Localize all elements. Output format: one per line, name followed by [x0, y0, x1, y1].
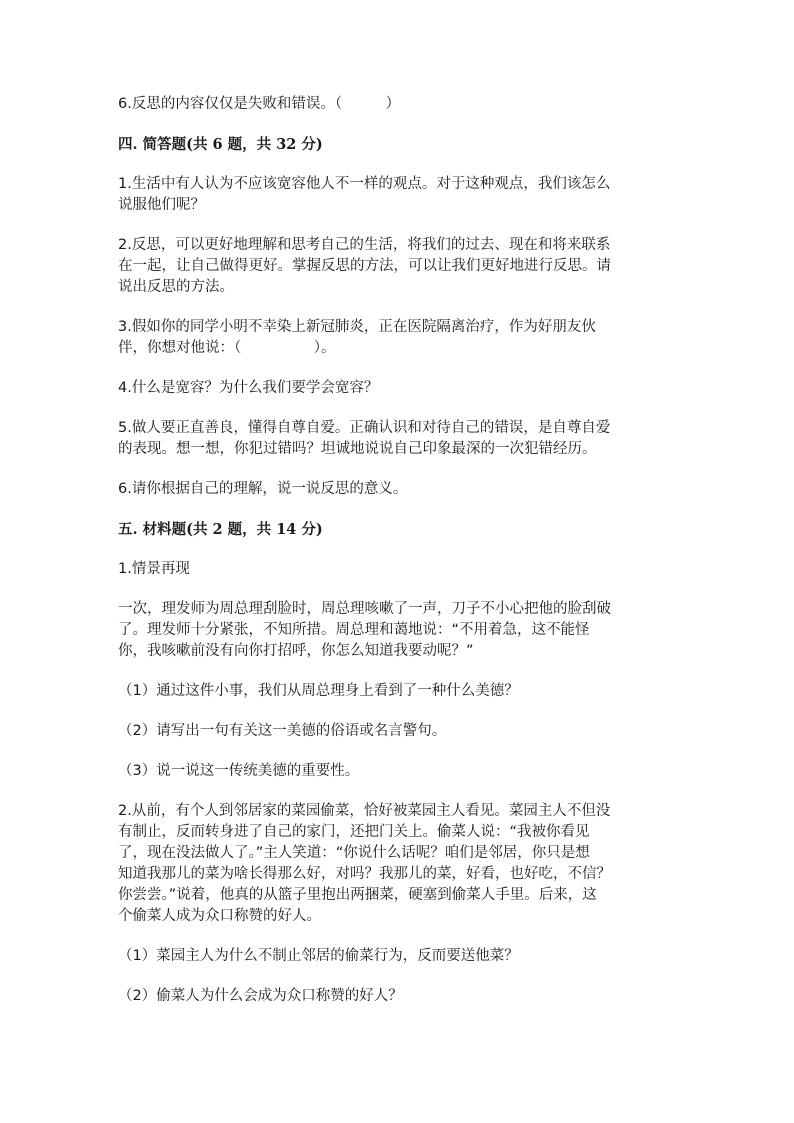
question-line: 的表现。想一想，你犯过错吗？坦诚地说说自己印象最深的一次犯错经历。 [118, 441, 597, 457]
material-2-question-1: （1）菜园主人为什么不制止邻居的偷菜行为，反而要送他菜？ [118, 948, 519, 964]
section-4-question-2 [118, 235, 678, 298]
section-4-heading: 四. 简答题(共 6 题，共 32 分) [118, 136, 323, 153]
question-line: 3.假如你的同学小明不幸染上新冠肺炎，正在医院隔离治疗，作为好朋友伙 [118, 319, 596, 335]
material-2-text [118, 801, 678, 927]
section-4-question-3 [118, 317, 678, 359]
question-6-truefalse: 6.反思的内容仅仅是失败和错误。（ ） [118, 96, 401, 112]
material-1-question-1: （1）通过这件小事，我们从周总理身上看到了一种什么美德？ [118, 683, 519, 699]
question-line: 在一起，让自己做得更好。掌握反思的方法，可以让我们更好地进行反思。请 [118, 258, 611, 274]
question-line: 4.什么是宽容？为什么我们要学会宽容？ [118, 380, 379, 396]
material-line: 了。理发师十分紧张，不知所措。周总理和蔼地说：“不用着急，这不能怪 [118, 622, 590, 638]
material-line: 你，我咳嗽前没有向你打招呼，你怎么知道我要动呢？” [118, 643, 474, 659]
section-4-question-5 [118, 418, 678, 460]
question-line: 5.做人要正直善良，懂得自尊自爱。正确认识和对待自己的错误，是自尊自爱 [118, 420, 611, 436]
material-line: 个偷菜人成为众口称赞的好人。 [118, 908, 321, 924]
material-line: 有制止，反而转身进了自己的家门，还把门关上。偷菜人说：“我被你看见 [118, 824, 590, 840]
question-line: 6.请你根据自己的理解，说一说反思的意义。 [118, 481, 408, 497]
section-5-heading: 五. 材料题(共 2 题，共 14 分) [118, 521, 323, 538]
document-page [118, 94, 678, 1007]
material-1-question-3: （3）说一说这一传统美德的重要性。 [118, 763, 360, 779]
material-line: 一次，理发师为周总理刮脸时，周总理咳嗽了一声，刀子不小心把他的脸刮破 [118, 601, 611, 617]
question-line: 说服他们呢？ [118, 197, 205, 213]
question-line: 2.反思，可以更好地理解和思考自己的生活，将我们的过去、现在和将来联系 [118, 237, 611, 253]
question-line: 说出反思的方法。 [118, 279, 234, 295]
question-line: 1.生活中有人认为不应该宽容他人不一样的观点。对于这种观点，我们该怎么 [118, 176, 611, 192]
question-line: 伴，你想对他说：（ ）。 [118, 340, 336, 356]
section-4-question-1 [118, 174, 678, 216]
material-line: 知道我那儿的菜为啥长得那么好，对吗？我那儿的菜，好看，也好吃，不信？ [118, 866, 611, 882]
section-4-question-6 [118, 479, 678, 500]
material-1-question-2: （2）请写出一句有关这一美德的俗语或名言警句。 [118, 723, 447, 739]
material-1-title: 1.情景再现 [118, 561, 190, 577]
section-4-question-4 [118, 378, 678, 399]
material-line: 2.从前，有个人到邻居家的菜园偷菜，恰好被菜园主人看见。菜园主人不但没 [118, 803, 611, 819]
material-1-text [118, 599, 678, 662]
material-line: 了，现在没法做人了。”主人笑道：“你说什么话呢？咱们是邻居，你只是想 [118, 845, 590, 861]
material-2-question-2: （2）偷菜人为什么会成为众口称赞的好人？ [118, 988, 403, 1004]
material-line: 你尝尝。”说着，他真的从篮子里抱出两捆菜，硬塞到偷菜人手里。后来，这 [118, 887, 597, 903]
